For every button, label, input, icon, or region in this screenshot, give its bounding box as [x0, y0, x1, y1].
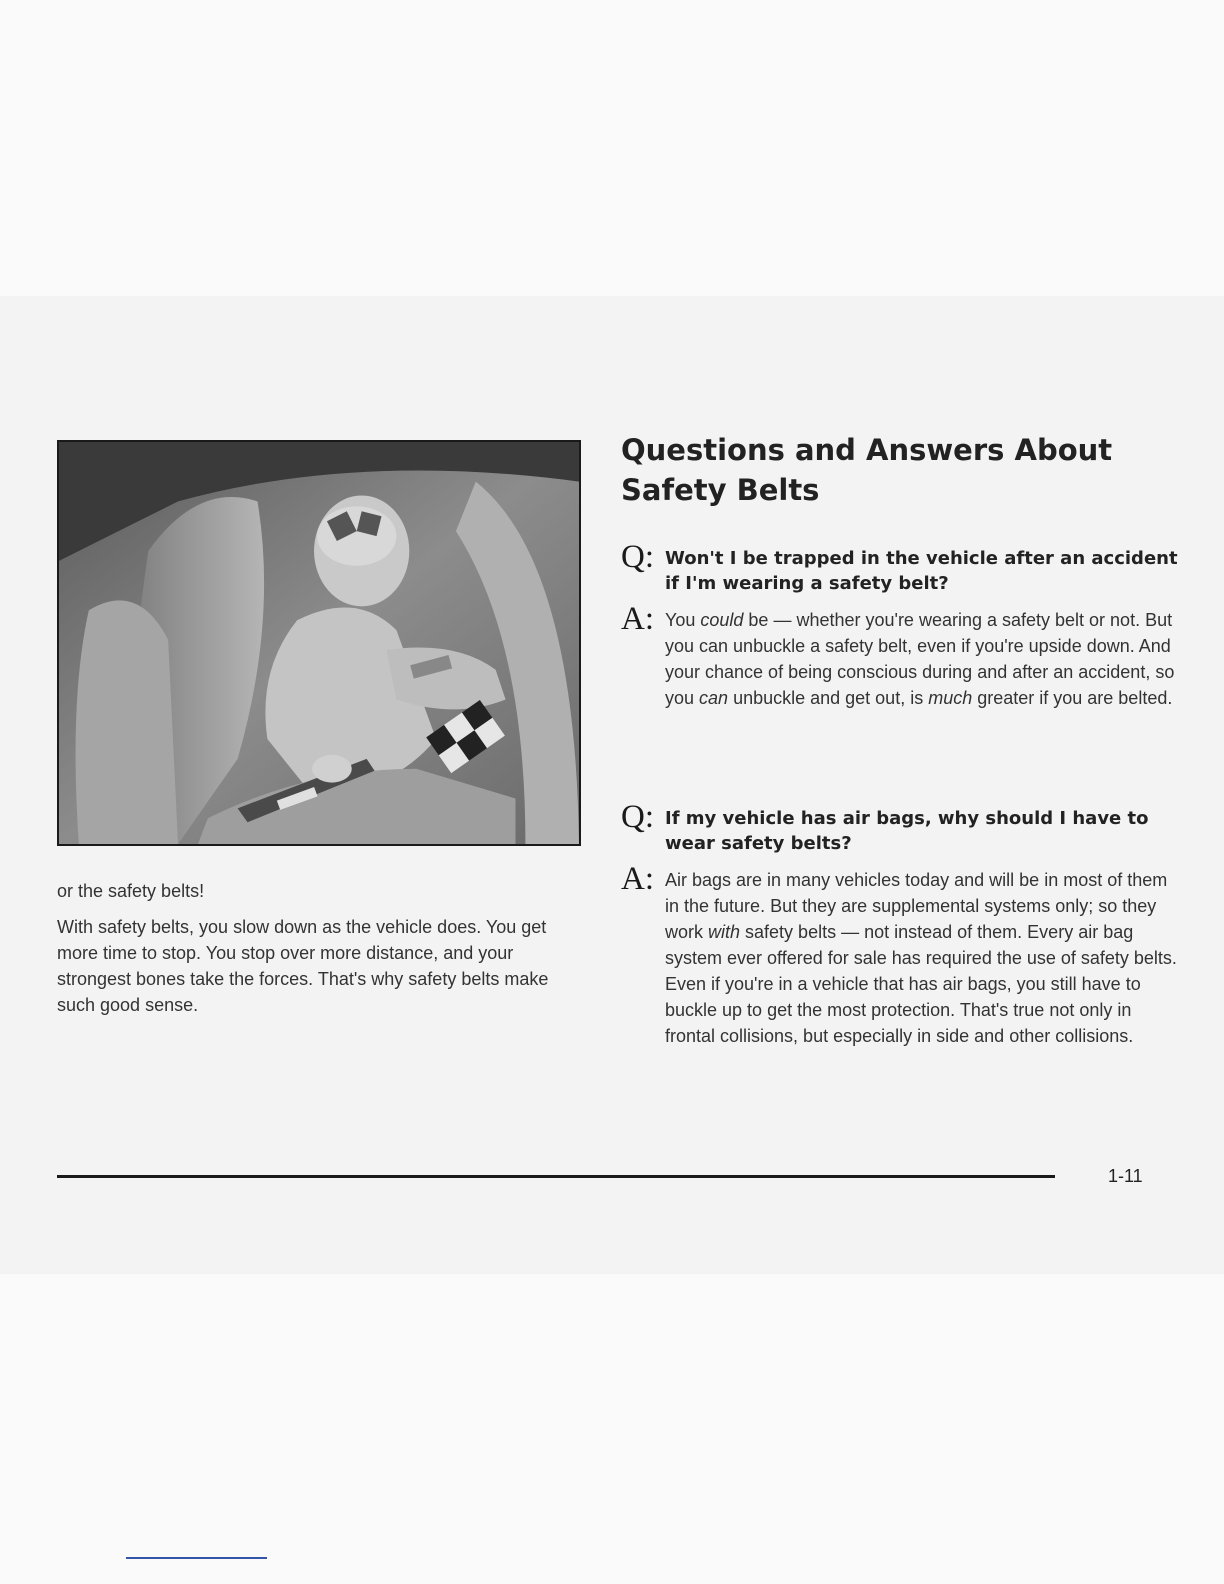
- answer-segment: You: [665, 610, 701, 630]
- qa-item-2: [621, 799, 1181, 1049]
- answer-segment: safety belts — not instead of them. Every air bag system ever offered for sale has required the use of safety belts. Even if you're in a vehicle that has air bags, you still have to buckle up to get the most protection. That's true not only in frontal collisions, but especially in side and other collisions.: [665, 922, 1177, 1046]
- footer-rule: [57, 1175, 1055, 1178]
- section-title: Questions and Answers About Safety Belts: [621, 433, 1113, 507]
- answer-segment: be — whether you're wearing a safety belt or not. But you can unbuckle a safety belt, even if you're upside down. And your chance of being conscious during and after an accident, so you: [665, 610, 1175, 708]
- answer-text: [665, 867, 1181, 1049]
- answer-marker: A:: [621, 601, 654, 637]
- question-row: [621, 539, 1181, 596]
- answer-emphasis: could: [700, 610, 744, 630]
- answer-segment: unbuckle and get out, is: [728, 688, 929, 708]
- qa-item-1: [621, 539, 1181, 711]
- question-marker: Q:: [621, 799, 654, 835]
- safety-belt-paragraph: With safety belts, you slow down as the vehicle does. You get more time to stop. You stop over more distance, and your strongest bones take the forces. That's why safety belts make such good sense.: [57, 917, 549, 1015]
- question-marker: Q:: [621, 539, 654, 575]
- question-text: Won't I be trapped in the vehicle after an accident if I'm wearing a safety belt?: [665, 548, 1178, 594]
- photo-caption: or the safety belts!: [57, 881, 205, 901]
- page-number: 1-11: [1108, 1166, 1143, 1186]
- bottom-divider-line: [126, 1557, 267, 1559]
- answer-emphasis: can: [699, 688, 729, 708]
- crash-test-dummy-photo: [57, 440, 581, 846]
- answer-emphasis: much: [928, 688, 973, 708]
- question-text: If my vehicle has air bags, why should I have to wear safety belts?: [665, 808, 1149, 854]
- answer-segment: greater if you are belted.: [972, 688, 1173, 708]
- answer-row: [621, 861, 1181, 1049]
- answer-marker: A:: [621, 861, 654, 897]
- answer-row: [621, 601, 1181, 711]
- question-row: [621, 799, 1181, 856]
- crash-test-dummy-illustration: [59, 442, 579, 844]
- left-column-text: [57, 878, 587, 1028]
- answer-segment: Air bags are in many vehicles today and will be in most of them in the future. But they are supplemental systems only; so they work: [665, 870, 1168, 942]
- answer-emphasis: with: [708, 922, 741, 942]
- answer-text: [665, 607, 1181, 711]
